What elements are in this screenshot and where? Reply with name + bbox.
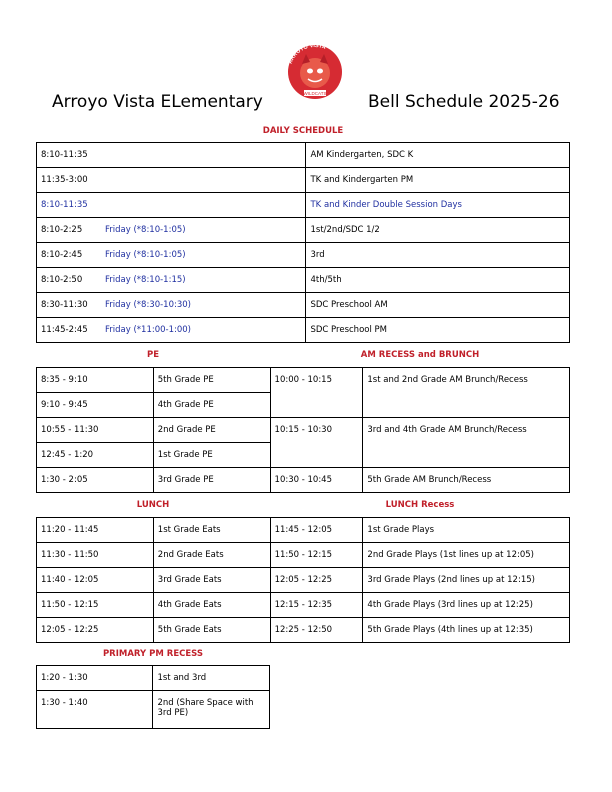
table-cell (306, 218, 570, 243)
table-cell: 12:05 - 12:25 (37, 618, 154, 643)
table-row (37, 518, 570, 543)
table-row (37, 593, 570, 618)
table-cell: 1st and 2nd Grade AM Brunch/Recess (363, 368, 570, 418)
table-cell: 2nd Grade PE (153, 418, 270, 443)
table-cell: 1:30 - 1:40 (37, 691, 153, 729)
table-cell: 4th Grade Plays (3rd lines up at 12:25) (363, 593, 570, 618)
time-text: 11:35-3:00 (41, 175, 88, 185)
table-cell: 2nd (Share Space with 3rd PE) (153, 691, 270, 729)
table-row (37, 618, 570, 643)
table-cell: 10:00 - 10:15 (270, 368, 363, 418)
table-row (37, 193, 570, 218)
table-cell (37, 293, 306, 318)
pe-heading: PE (146, 350, 160, 360)
table-cell: 5th Grade Plays (4th lines up at 12:35) (363, 618, 570, 643)
table-cell: 11:20 - 11:45 (37, 518, 154, 543)
table-cell: 8:35 - 9:10 (37, 368, 154, 393)
table-cell: 1st Grade Plays (363, 518, 570, 543)
table-cell: 11:50 - 12:15 (270, 543, 363, 568)
table-cell: 3rd Grade PE (153, 468, 270, 493)
table-row (37, 143, 570, 168)
table-cell: 10:55 - 11:30 (37, 418, 154, 443)
table-row (37, 318, 570, 343)
table-cell: 1:20 - 1:30 (37, 666, 153, 691)
school-name: Arroyo Vista ELementary (52, 92, 263, 112)
table-cell: 11:50 - 12:15 (37, 593, 154, 618)
daily-heading: DAILY SCHEDULE (262, 126, 344, 136)
table-cell (306, 268, 570, 293)
table-cell: 5th Grade AM Brunch/Recess (363, 468, 570, 493)
table-cell (37, 193, 306, 218)
table-cell: 11:30 - 11:50 (37, 543, 154, 568)
daily-table (36, 142, 570, 343)
group-text: SDC Preschool AM (310, 300, 388, 310)
table-row (37, 568, 570, 593)
pm-recess-table (36, 665, 270, 729)
table-cell: 1st Grade Eats (153, 518, 270, 543)
table-cell: 11:45 - 12:05 (270, 518, 363, 543)
group-text: 3rd (310, 250, 325, 260)
time-text: 8:10-11:35 (41, 200, 88, 210)
table-cell: 11:40 - 12:05 (37, 568, 154, 593)
table-cell: 12:05 - 12:25 (270, 568, 363, 593)
table-cell: 5th Grade Eats (153, 618, 270, 643)
pe-recess-table (36, 367, 570, 493)
logo-top-text: ARROYO VISTA (287, 42, 327, 65)
friday-time-text: Friday (*8:30-10:30) (105, 300, 191, 310)
table-cell: 3rd and 4th Grade AM Brunch/Recess (363, 418, 570, 468)
friday-time-text: Friday (*8:10-1:15) (105, 275, 186, 285)
lunch-recess-heading: LUNCH Recess (385, 500, 455, 510)
table-cell: 1:30 - 2:05 (37, 468, 154, 493)
table-cell: 10:15 - 10:30 (270, 418, 363, 468)
page-title: Bell Schedule 2025-26 (368, 92, 560, 112)
friday-time-text: Friday (*8:10-1:05) (105, 250, 186, 260)
table-cell: 1st and 3rd (153, 666, 270, 691)
logo-bottom-text: WILDCATS (303, 91, 327, 96)
lunch-heading: LUNCH (136, 500, 170, 510)
lunch-table (36, 517, 570, 643)
time-text: 11:45-2:45 (41, 325, 88, 335)
pm-recess-heading: PRIMARY PM RECESS (102, 649, 204, 659)
table-cell (306, 293, 570, 318)
table-row (37, 543, 570, 568)
table-cell: 2nd Grade Eats (153, 543, 270, 568)
time-text: 8:10-2:50 (41, 275, 83, 285)
group-text: TK and Kinder Double Session Days (310, 200, 462, 210)
table-cell: 12:15 - 12:35 (270, 593, 363, 618)
table-cell (37, 268, 306, 293)
table-cell: 12:45 - 1:20 (37, 443, 154, 468)
table-row (37, 293, 570, 318)
table-cell (306, 243, 570, 268)
wildcat-logo (280, 42, 350, 100)
time-text: 8:10-2:25 (41, 225, 83, 235)
table-cell (306, 318, 570, 343)
table-cell (37, 143, 306, 168)
group-text: TK and Kindergarten PM (310, 175, 414, 185)
table-cell: 12:25 - 12:50 (270, 618, 363, 643)
table-row (37, 218, 570, 243)
table-cell: 3rd Grade Eats (153, 568, 270, 593)
friday-time-text: Friday (*8:10-1:05) (105, 225, 186, 235)
table-cell: 9:10 - 9:45 (37, 393, 154, 418)
table-cell: 2nd Grade Plays (1st lines up at 12:05) (363, 543, 570, 568)
group-text: AM Kindergarten, SDC K (310, 150, 414, 160)
table-cell (306, 193, 570, 218)
table-row (37, 168, 570, 193)
time-text: 8:10-2:45 (41, 250, 83, 260)
table-cell (37, 318, 306, 343)
table-cell: 1st Grade PE (153, 443, 270, 468)
group-text: SDC Preschool PM (310, 325, 387, 335)
friday-time-text: Friday (*11:00-1:00) (105, 325, 191, 335)
group-text: 4th/5th (310, 275, 342, 285)
time-text: 8:30-11:30 (41, 300, 88, 310)
table-cell: 4th Grade Eats (153, 593, 270, 618)
table-cell: 4th Grade PE (153, 393, 270, 418)
table-cell (306, 168, 570, 193)
table-row (37, 243, 570, 268)
table-cell (37, 243, 306, 268)
table-row (37, 268, 570, 293)
table-cell (306, 143, 570, 168)
table-cell: 3rd Grade Plays (2nd lines up at 12:15) (363, 568, 570, 593)
table-cell: 10:30 - 10:45 (270, 468, 363, 493)
table-cell (37, 218, 306, 243)
table-cell: 5th Grade PE (153, 368, 270, 393)
am-recess-heading: AM RECESS and BRUNCH (360, 350, 480, 360)
table-cell (37, 168, 306, 193)
time-text: 8:10-11:35 (41, 150, 88, 160)
group-text: 1st/2nd/SDC 1/2 (310, 225, 380, 235)
